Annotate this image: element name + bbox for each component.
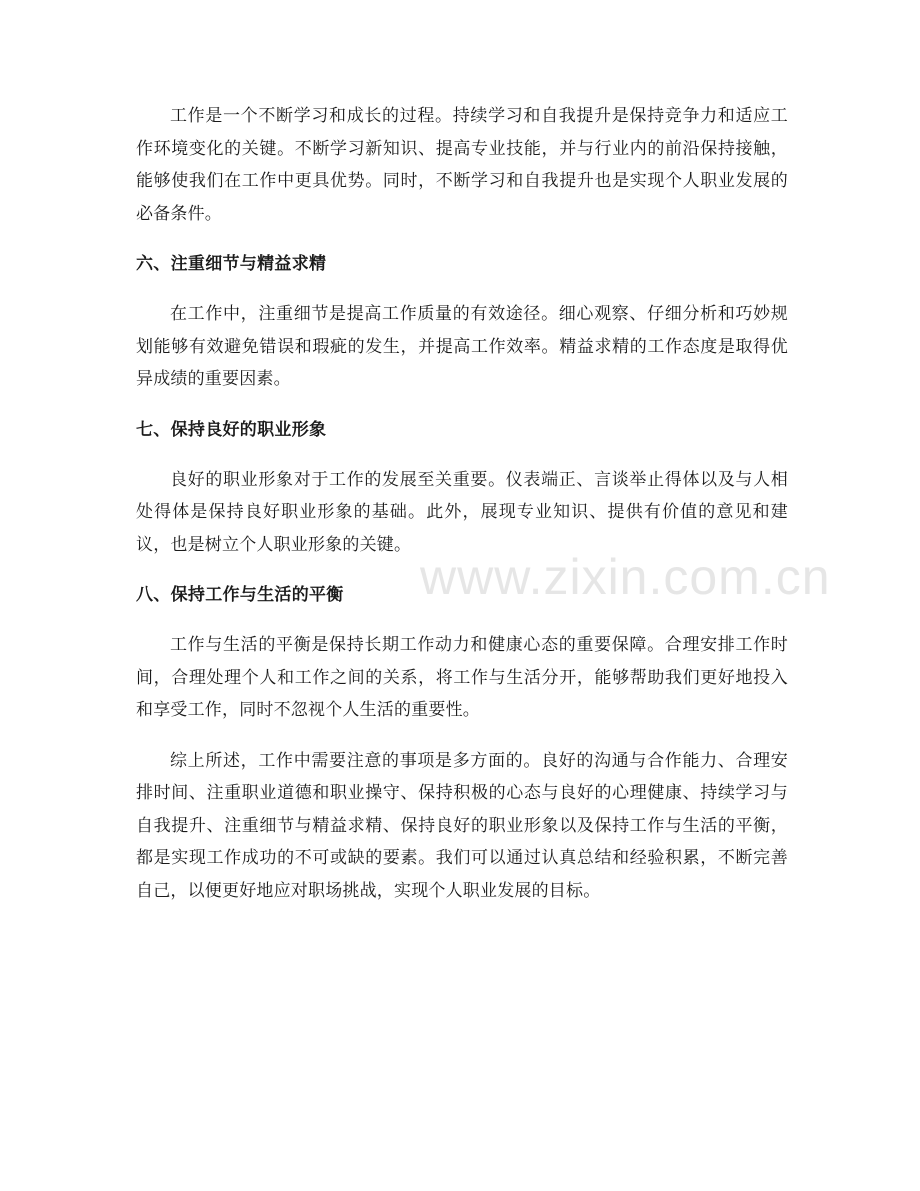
paragraph-work-life-balance: 工作与生活的平衡是保持长期工作动力和健康心态的重要保障。合理安排工作时间，合理处理个人和工作之间的关系，将工作与生活分开，能够帮助我们更好地投入和享受工作，同时不忽视个人生活的重要性。 <box>136 635 788 720</box>
heading-section-8: 八、保持工作与生活的平衡 <box>136 585 344 605</box>
paragraph-attention-to-detail: 在工作中，注重细节是提高工作质量的有效途径。细心观察、仔细分析和巧妙规划能够有效避免错误和瑕疵的发生，并提高工作效率。精益求精的工作态度是取得优异成绩的重要因素。 <box>136 304 788 389</box>
heading-section-6: 六、注重细节与精益求精 <box>136 254 327 274</box>
document-body <box>136 100 788 907</box>
paragraph-summary: 综上所述，工作中需要注意的事项是多方面的。良好的沟通与合作能力、合理安排时间、注重职业道德和职业操守、保持积极的心态与良好的心理健康、持续学习与自我提升、注重细节与精益求精、保持良好的职业形象以及保持工作与生活的平衡，都是实现工作成功的不可或缺的要素。我们可以通过认真总结和经验积累，不断完善自己，以便更好地应对职场挑战，实现个人职业发展的目标。 <box>136 750 788 901</box>
watermark: www.zixin.com.cn <box>420 549 831 605</box>
heading-section-7: 七、保持良好的职业形象 <box>136 419 327 440</box>
paragraph-professional-image: 良好的职业形象对于工作的发展至关重要。仪表端正、言谈举止得体以及与人相处得体是保持良好职业形象的基础。此外，展现专业知识、提供有价值的意见和建议，也是树立个人职业形象的关键。 <box>136 469 788 555</box>
paragraph-continuous-learning: 工作是一个不断学习和成长的过程。持续学习和自我提升是保持竞争力和适应工作环境变化的关键。不断学习新知识、提高专业技能，并与行业内的前沿保持接触，能够使我们在工作中更具优势。同时，不断学习和自我提升也是实现个人职业发展的必备条件。 <box>136 106 788 224</box>
